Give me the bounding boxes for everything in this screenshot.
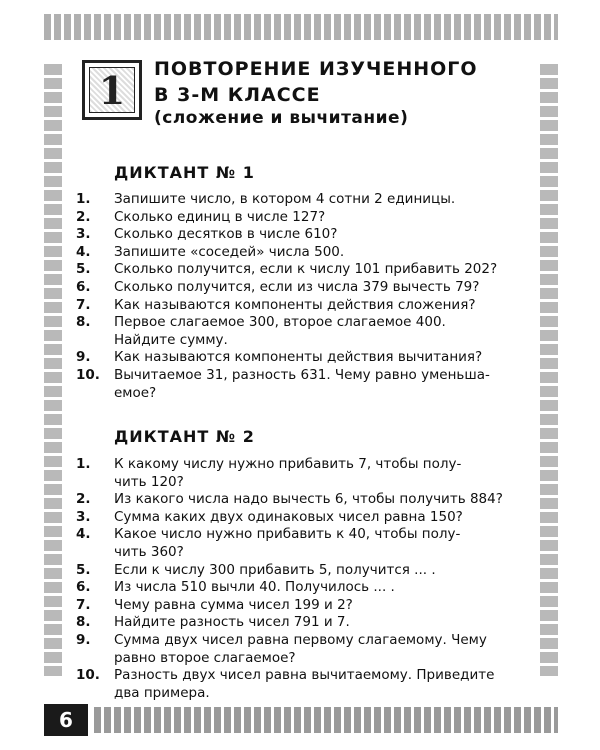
- item-text: Разность двух чисел равна вычитаемому. Приведите два примера.: [114, 667, 495, 701]
- item-number: 6.: [76, 579, 91, 596]
- chapter-number-badge: [82, 60, 142, 120]
- item-number: 7.: [76, 296, 91, 313]
- item-number: 3.: [76, 226, 91, 243]
- item-text: Из числа 510 вычли 40. Получилось ... .: [114, 579, 395, 596]
- top-decorative-stripe: [44, 14, 558, 40]
- item-number: 9.: [76, 349, 91, 366]
- list-item: [76, 456, 524, 491]
- item-text: К какому числу нужно прибавить 7, чтобы полу- чить 120?: [114, 456, 462, 490]
- item-number: 10.: [76, 366, 100, 383]
- list-item: [76, 614, 524, 632]
- item-number: 6.: [76, 278, 91, 295]
- item-text: Как называются компоненты действия вычитания?: [114, 349, 483, 366]
- item-number: 7.: [76, 596, 91, 613]
- list-item: [76, 244, 524, 262]
- list-item: [76, 491, 524, 509]
- item-text: Найдите разность чисел 791 и 7.: [114, 614, 350, 631]
- item-number: 9.: [76, 631, 91, 648]
- item-text: Чему равна сумма чисел 199 и 2?: [114, 596, 353, 613]
- page-number: 6: [44, 704, 88, 736]
- list-item: [76, 667, 524, 702]
- item-text: Из какого числа надо вычесть 6, чтобы получить 884?: [114, 491, 503, 508]
- item-number: 4.: [76, 526, 91, 543]
- list-item: [76, 261, 524, 279]
- item-number: 1.: [76, 456, 91, 472]
- list-item: [76, 632, 524, 667]
- item-text: Запишите «соседей» числа 500.: [114, 243, 345, 260]
- item-number: 5.: [76, 561, 91, 578]
- item-text: Сколько получится, если из числа 379 вычесть 79?: [114, 278, 480, 295]
- item-number: 3.: [76, 508, 91, 525]
- item-text: Вычитаемое 31, разность 631. Чему равно уменьша- емое?: [114, 366, 490, 401]
- right-decorative-stripe: [540, 64, 558, 676]
- chapter-title-line-2: В 3-М КЛАССЕ: [154, 84, 321, 106]
- list-item: [76, 297, 524, 315]
- list-item: [76, 226, 524, 244]
- list-item: [76, 597, 524, 615]
- dictation-2-heading: ДИКТАНТ № 2: [114, 427, 255, 446]
- chapter-subtitle: (сложение и вычитание): [154, 108, 409, 128]
- dictation-1-list: [76, 191, 524, 402]
- list-item: [76, 314, 524, 349]
- item-text: Сумма двух чисел равна первому слагаемому. Чему равно второе слагаемое?: [114, 631, 487, 666]
- dictation-1-heading: ДИКТАНТ № 1: [114, 163, 255, 182]
- item-number: 8.: [76, 314, 91, 331]
- item-number: 2.: [76, 208, 91, 225]
- item-text: Сколько десятков в числе 610?: [114, 226, 338, 243]
- item-text: Сколько единиц в числе 127?: [114, 208, 326, 225]
- chapter-title-line-1: ПОВТОРЕНИЕ ИЗУЧЕННОГО: [154, 58, 478, 80]
- chapter-title: [154, 56, 478, 108]
- list-item: [76, 562, 524, 580]
- list-item: [76, 579, 524, 597]
- list-item: [76, 191, 524, 209]
- bottom-decorative-stripe: [94, 707, 558, 733]
- item-text: Если к числу 300 прибавить 5, получится ... .: [114, 561, 436, 578]
- item-text: Запишите число, в котором 4 сотни 2 единицы.: [114, 191, 456, 207]
- list-item: [76, 526, 524, 561]
- item-text: Какое число нужно прибавить к 40, чтобы полу- чить 360?: [114, 526, 461, 560]
- item-text: Как называются компоненты действия сложения?: [114, 296, 476, 313]
- list-item: [76, 509, 524, 527]
- item-number: 1.: [76, 191, 91, 207]
- left-decorative-stripe: [44, 64, 62, 676]
- item-number: 4.: [76, 243, 91, 260]
- item-text: Сумма каких двух одинаковых чисел равна 150?: [114, 508, 463, 525]
- item-number: 10.: [76, 667, 100, 684]
- list-item: [76, 279, 524, 297]
- item-text: Первое слагаемое 300, второе слагаемое 400. Найдите сумму.: [114, 314, 446, 348]
- list-item: [76, 367, 524, 402]
- item-number: 8.: [76, 614, 91, 631]
- item-number: 5.: [76, 261, 91, 278]
- item-text: Сколько получится, если к числу 101 прибавить 202?: [114, 261, 498, 278]
- list-item: [76, 209, 524, 227]
- item-number: 2.: [76, 491, 91, 508]
- chapter-number: 1: [89, 67, 135, 113]
- list-item: [76, 349, 524, 367]
- dictation-2-list: [76, 456, 524, 702]
